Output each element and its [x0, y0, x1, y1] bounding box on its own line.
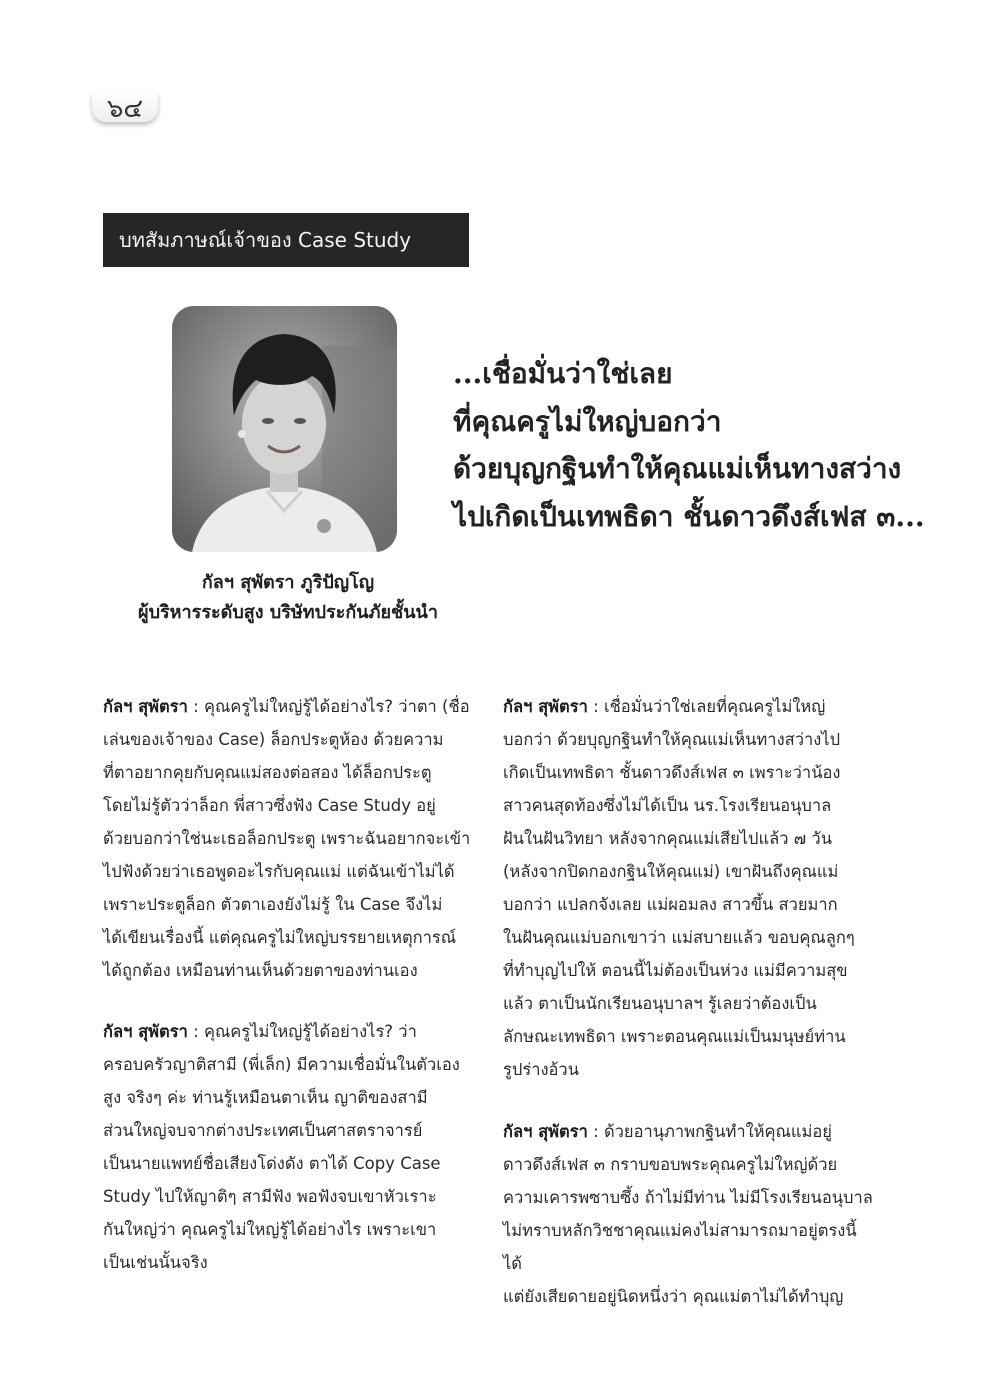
section-title: บทสัมภาษณ์เจ้าของ Case Study — [119, 228, 412, 252]
quote-line: ไปเกิดเป็นเทพธิดา ชั้นดาวดึงส์เฟส ๓... — [453, 499, 925, 533]
caption-role: ผู้บริหารระดับสูง บริษัทประกันภัยชั้นนำ — [138, 602, 438, 623]
portrait-illustration — [172, 306, 397, 552]
interview-paragraph — [503, 1115, 873, 1313]
page-number: ๖๔ — [106, 94, 144, 124]
paragraph-text: : ด้วยอานุภาพกฐินทำให้คุณแม่อยู่ ดาวดึงส์เฟส ๓ กราบขอบพระคุณครูไม่ใหญ่ด้วย ความเคารพซาบซึ้ง ถ้าไม่มีท่าน ไม่มีโรงเรียนอนุบาล ไม่ทราบหลักวิชชาคุณแม่คงไม่สามารถมาอยู่ตรงนี้ได้ แต่ยังเสียดายอยู่นิดหนึ่งว่า คุณแม่ตาไม่ได้ทำบุญ — [503, 1122, 873, 1306]
interview-paragraph — [103, 690, 473, 987]
quote-line: ที่คุณครูไม่ใหญ่บอกว่า — [453, 404, 722, 438]
interview-paragraph — [503, 690, 873, 1086]
quote-line: ...เชื่อมั่นว่าใช่เลย — [453, 357, 673, 390]
paragraph-text: : คุณครูไม่ใหญ่รู้ได้อย่างไร? ว่า ครอบครัวญาติสามี (พี่เล็ก) มีความเชื่อมั่นในตัวเอง สูง จริงๆ ค่ะ ท่านรู้เหมือนตาเห็น ญาติของสามี ส่วนใหญ่จบจากต่างประเทศเป็นศาสตราจารย์ เป็นนายแพทย์ชื่อเสียงโด่งดัง ตาได้ Copy Case Study ไปให้ญาติๆ สามีฟัง พอฟังจบเขาหัวเราะ กันใหญ่ว่า คุณครูไม่ใหญ่รู้ได้อย่างไร เพราะเขา เป็นเช่นนั้นจริง — [103, 1022, 460, 1272]
section-banner — [103, 213, 469, 267]
speaker-label: กัลฯ สุพัตรา — [503, 697, 588, 716]
pull-quote — [453, 350, 973, 540]
quote-line: ด้วยบุญกฐินทำให้คุณแม่เห็นทางสว่าง — [453, 452, 902, 485]
paragraph-text: : คุณครูไม่ใหญ่รู้ได้อย่างไร? ว่าตา (ชื่อ เล่นของเจ้าของ Case) ล็อกประตูห้อง ด้วยความ ที่ตาอยากคุยกับคุณแม่สองต่อสอง ได้ล็อกประตู โดยไม่รู้ตัวว่าล็อก พี่สาวซึ่งฟัง Case Study อยู่ ด้วยบอกว่าใช่นะเธอล็อกประตู เพราะฉันอยากจะเข้า ไปฟังด้วยว่าเธอพูดอะไรกับคุณแม่ แต่ฉันเข้าไม่ได้ เพราะประตูล็อก ตัวตาเองยังไม่รู้ ใน Case จึงไม่ ได้เขียนเรื่องนี้ แต่คุณครูไม่ใหญ่บรรยายเหตุการณ์ ได้ถูกต้อง เหมือนท่านเห็นด้วยตาของท่านเอง — [103, 697, 471, 980]
speaker-label: กัลฯ สุพัตรา — [103, 1022, 188, 1041]
speaker-label: กัลฯ สุพัตรา — [103, 697, 188, 716]
interview-paragraph — [103, 1015, 473, 1279]
caption-name: กัลฯ สุพัตรา ภูริปัญโญ — [201, 572, 375, 593]
paragraph-text: : เชื่อมั่นว่าใช่เลยที่คุณครูไม่ใหญ่ บอกว่า ด้วยบุญกฐินทำให้คุณแม่เห็นทางสว่างไป เกิดเป็นเทพธิดา ชั้นดาวดึงส์เฟส ๓ เพราะว่าน้อง สาวคนสุดท้องซึ่งไม่ได้เป็น นร.โรงเรียนอนุบาล ฝันในฝันวิทยา หลังจากคุณแม่เสียไปแล้ว ๗ วัน (หลังจากปิดกองกฐินให้คุณแม่) เขาฝันถึงคุณแม่ บอกว่า แปลกจังเลย แม่ผอมลง สาวขึ้น สวยมาก ในฝันคุณแม่บอกเขาว่า แม่สบายแล้ว ขอบคุณลูกๆ ที่ทำบุญไปให้ ตอนนี้ไม่ต้องเป็นห่วง แม่มีความสุข แล้ว ตาเป็นนักเรียนอนุบาลฯ รู้เลยว่าต้องเป็น ลักษณะเทพธิดา เพราะตอนคุณแม่เป็นมนุษย์ท่าน รูปร่างอ้วน — [503, 697, 855, 1079]
speaker-label: กัลฯ สุพัตรา — [503, 1122, 588, 1141]
portrait-photo — [172, 306, 397, 552]
page-number-tab — [92, 92, 158, 122]
